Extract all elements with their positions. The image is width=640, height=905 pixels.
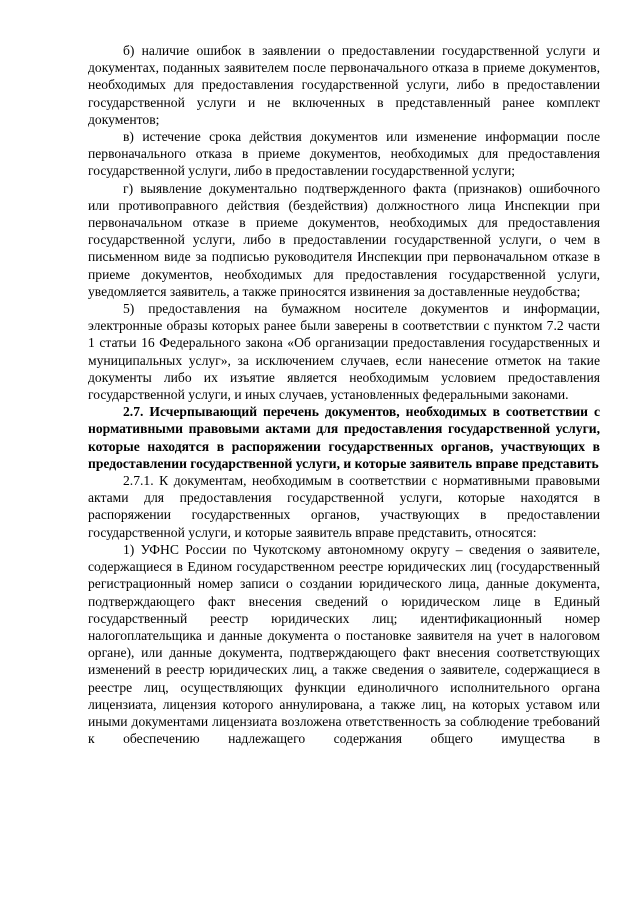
paragraph-item-b: б) наличие ошибок в заявлении о предоставлении государственной услуги и документах, поданных заявителем после первоначального отказа в приеме документов, необходимых для предоставления государственной услуги, либо в предоставлении государственной услуги и не включенных в представленный ранее комплект документов; — [88, 43, 600, 127]
paragraph-item-5: 5) предоставления на бумажном носителе документов и информации, электронные образы которых ранее были заверены в соответствии с пунктом 7.2 части 1 статьи 16 Федерального закона «Об организации предоставления государственных и муниципальных услуг», за исключением случаев, если нанесение отметок на такие документы либо их изъятие является необходимым условием предоставления государственной услуги, и иных случаев, установленных федеральными законами. — [88, 301, 600, 403]
paragraph-item-1: 1) УФНС России по Чукотскому автономному округу – сведения о заявителе, содержащиеся в Едином государственном реестре юридических лиц (государственный регистрационный номер записи о создании юридического лица, данные документа, подтверждающего факт внесения сведений о юридическом лице в Единый государственный реестр юридических лиц; идентификационный номер налогоплательщика и данные документа о постановке заявителя на учет в налоговом органе), или данные документа, подтверждающего факт внесения соответствующих изменений в реестр юридических лиц, а также сведения о заявителе, содержащиеся в реестре лиц, осуществляющих функции единоличного исполнительного органа лицензиата, лицензия которого аннулирована, а также лиц, на которых уставом или иными документами лицензиата возложена ответственность за соблюдение требований к обеспечению надлежащего содержания общего имущества в — [88, 541, 600, 747]
paragraph-item-v: в) истечение срока действия документов или изменение информации после первоначального отказа в приеме документов, необходимых для предоставления государственной услуги, либо в предоставлении государственной услуги; — [88, 129, 600, 179]
paragraph-item-g: г) выявление документально подтвержденного факта (признаков) ошибочного или противоправного действия (бездействия) должностного лица Инспекции при первоначальном отказе в приеме документов, необходимых для предоставления государственной услуги, либо в предоставлении государственной услуги, о чем в письменном виде за подписью руководителя Инспекции при первоначальном отказе в приеме документов, необходимых для предоставления государственной услуги, уведомляется заявитель, а также приносятся извинения за доставленные неудобства; — [88, 180, 600, 299]
section-heading-2-7: 2.7. Исчерпывающий перечень документов, необходимых в соответствии с нормативными правовыми актами для предоставления государственной услуги, которые находятся в распоряжении государственных органов, участвующих в предоставлении государственной услуги, и которые заявитель вправе представить — [88, 404, 600, 471]
document-page — [88, 42, 600, 747]
paragraph-2-7-1: 2.7.1. К документам, необходимым в соответствии с нормативными правовыми актами для предоставления государственной услуги, которые находятся в распоряжении государственных органов, участвующих в предоставлении государственной услуги, и которые заявитель вправе представить, относятся: — [88, 473, 600, 540]
